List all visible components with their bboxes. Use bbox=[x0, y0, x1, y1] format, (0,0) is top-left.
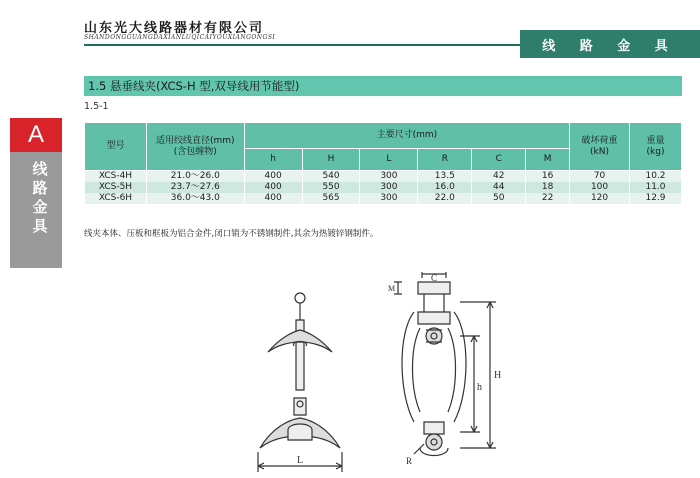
cell-H: 540 bbox=[302, 171, 360, 183]
header-H: H bbox=[302, 149, 360, 171]
cell-L: 300 bbox=[360, 182, 418, 193]
category-tab: 线 路 金 具 bbox=[520, 30, 700, 58]
cell-h: 400 bbox=[244, 193, 302, 204]
cell-C: 50 bbox=[472, 193, 526, 204]
cell-load: 100 bbox=[570, 182, 630, 193]
clamp-side-view-drawing bbox=[384, 272, 534, 472]
cell-weight: 12.9 bbox=[629, 193, 681, 204]
company-name: 山东光大线路器材有限公司 bbox=[84, 21, 265, 36]
cell-model: XCS-4H bbox=[85, 171, 147, 183]
material-note: 线夹本体、压板和框板为铝合金件,闭口销为不锈钢制件,其余为热镀锌钢制件。 bbox=[84, 229, 379, 239]
dimension-label-M: M bbox=[388, 284, 396, 293]
cell-weight: 11.0 bbox=[629, 182, 681, 193]
company-name-pinyin: SHANDONGGUANGDAXIANLUQICAIYOUXIANGONGSI bbox=[84, 34, 276, 41]
table-number: 1.5-1 bbox=[84, 101, 109, 112]
header-model: 型号 bbox=[85, 123, 147, 171]
header-C: C bbox=[472, 149, 526, 171]
chapter-char: 路 bbox=[32, 179, 48, 197]
cell-C: 44 bbox=[472, 182, 526, 193]
cell-M: 18 bbox=[526, 182, 570, 193]
cell-diameter: 23.7～27.6 bbox=[146, 182, 244, 193]
header-weight-line2: (kg) bbox=[646, 146, 665, 157]
cell-C: 42 bbox=[472, 171, 526, 183]
cell-load: 120 bbox=[570, 193, 630, 204]
cell-load: 70 bbox=[570, 171, 630, 183]
cell-L: 300 bbox=[360, 171, 418, 183]
dimension-label-L: L bbox=[297, 455, 304, 466]
header-breaking-load bbox=[570, 123, 630, 171]
cell-diameter: 36.0～43.0 bbox=[146, 193, 244, 204]
chapter-char: 线 bbox=[32, 160, 48, 178]
header-R: R bbox=[418, 149, 472, 171]
cell-weight: 10.2 bbox=[629, 171, 681, 183]
cell-model: XCS-5H bbox=[85, 182, 147, 193]
header-M: M bbox=[526, 149, 570, 171]
cell-H: 565 bbox=[302, 193, 360, 204]
cell-H: 550 bbox=[302, 182, 360, 193]
header-diameter-line1: 适用绞线直径(mm) bbox=[156, 135, 235, 146]
cell-R: 16.0 bbox=[418, 182, 472, 193]
cell-h: 400 bbox=[244, 171, 302, 183]
chapter-char: 金 bbox=[32, 198, 48, 216]
cell-R: 13.5 bbox=[418, 171, 472, 183]
cell-R: 22.0 bbox=[418, 193, 472, 204]
cell-h: 400 bbox=[244, 182, 302, 193]
table-row bbox=[85, 182, 682, 193]
table-row bbox=[85, 193, 682, 204]
cell-M: 22 bbox=[526, 193, 570, 204]
header-L: L bbox=[360, 149, 418, 171]
header-main-dimensions: 主要尺寸(mm) bbox=[244, 123, 569, 149]
section-title: 1.5 悬垂线夹(XCS-H 型,双导线用节能型) bbox=[88, 79, 300, 93]
header-load-line2: (kN) bbox=[590, 146, 610, 157]
header-h: h bbox=[244, 149, 302, 171]
cell-M: 16 bbox=[526, 171, 570, 183]
cell-model: XCS-6H bbox=[85, 193, 147, 204]
header-load-line1: 破坏荷重 bbox=[581, 135, 618, 146]
spec-table bbox=[84, 122, 682, 204]
cell-diameter: 21.0～26.0 bbox=[146, 171, 244, 183]
dimension-label-H: H bbox=[494, 370, 502, 381]
header-diameter bbox=[146, 123, 244, 171]
cell-L: 300 bbox=[360, 193, 418, 204]
dimension-label-R: R bbox=[406, 456, 413, 466]
dimension-label-C: C bbox=[431, 273, 438, 283]
header-weight bbox=[629, 123, 681, 171]
chapter-letter: A bbox=[10, 118, 62, 152]
table-row bbox=[85, 171, 682, 183]
chapter-char: 具 bbox=[32, 217, 48, 235]
clamp-front-view-drawing bbox=[250, 280, 360, 475]
dimension-label-h: h bbox=[477, 382, 482, 393]
header-weight-line1: 重量 bbox=[646, 135, 665, 146]
chapter-title bbox=[30, 160, 50, 236]
header-diameter-line2: (含包缠物) bbox=[173, 146, 217, 157]
